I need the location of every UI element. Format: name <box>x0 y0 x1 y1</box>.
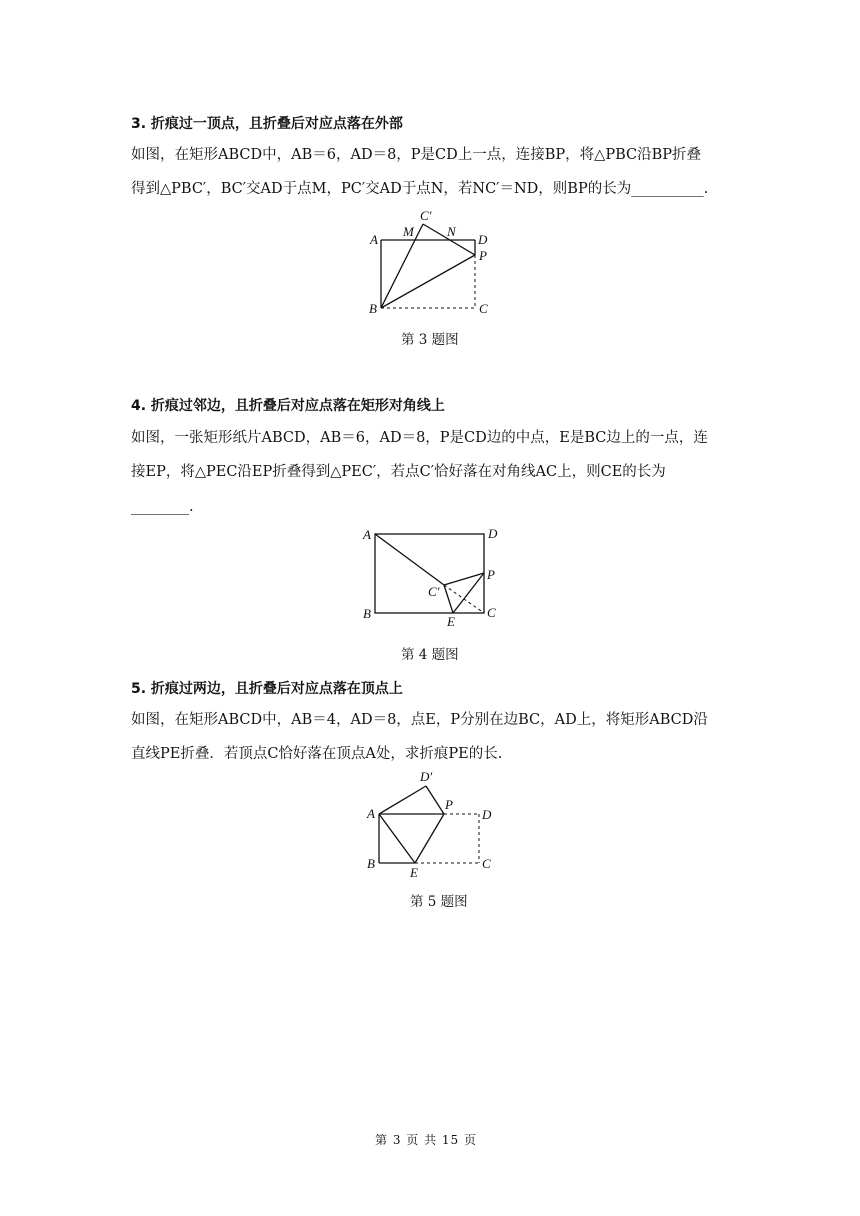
fig3-label-b: B <box>369 301 377 316</box>
problem-3-line-2: 得到△PBC′，BC′交AD于点M，PC′交AD于点N，若NC′＝ND，则BP的长为__________. <box>131 181 709 197</box>
fig5-line-d-prime-p <box>426 786 444 814</box>
problem-4-line-2: 接EP，将△PEC沿EP折叠得到△PEC′，若点C′恰好落在对角线AC上，则CE的长为 <box>131 464 666 480</box>
fig5-label-b: B <box>367 856 375 871</box>
problem-3-caption: 第 3 题图 <box>401 332 459 348</box>
fig5-label-d: D <box>482 807 492 822</box>
fig4-label-e: E <box>447 614 455 629</box>
problem-4-line-1: 如图，一张矩形纸片ABCD，AB＝6，AD＝8，P是CD边的中点，E是BC边上的一点，连 <box>131 430 708 446</box>
figure-3 <box>362 205 502 320</box>
figure-5 <box>360 765 505 885</box>
fig4-diagonal-dashed <box>444 585 484 613</box>
fig3-line-bp <box>381 255 475 308</box>
page-footer: 第 3 页 共 15 页 <box>375 1133 477 1147</box>
fig4-label-p: P <box>487 567 495 582</box>
fig4-line-ec-prime <box>444 585 453 613</box>
fig3-label-m: M <box>403 224 414 239</box>
fig5-line-ep-crease <box>415 814 444 863</box>
problem-4-heading: 4. 折痕过邻边，且折叠后对应点落在矩形对角线上 <box>131 398 445 414</box>
fig5-label-d-prime: D′ <box>420 769 433 784</box>
fig3-label-d: D <box>478 232 488 247</box>
problem-4-caption: 第 4 题图 <box>401 647 459 663</box>
fig4-label-d: D <box>488 526 498 541</box>
problem-5-line-2: 直线PE折叠．若顶点C恰好落在顶点A处，求折痕PE的长. <box>131 746 503 762</box>
fig3-label-p: P <box>479 248 487 263</box>
fig4-line-ep <box>453 573 484 613</box>
fig5-label-e: E <box>410 865 418 880</box>
problem-5-line-1: 如图，在矩形ABCD中，AB＝4，AD＝8，点E，P分别在边BC，AD上，将矩形ABCD沿 <box>131 712 708 728</box>
fig3-label-c-prime: C′ <box>420 208 432 223</box>
problem-3-heading: 3. 折痕过一顶点，且折叠后对应点落在外部 <box>131 116 403 132</box>
fig4-label-c: C <box>487 605 496 620</box>
fig5-line-ad-prime <box>379 786 426 814</box>
fig4-label-a: A <box>363 527 371 542</box>
fig3-label-a: A <box>370 232 378 247</box>
fig3-label-c: C <box>479 301 488 316</box>
fig4-label-b: B <box>363 606 371 621</box>
fig3-label-n: N <box>447 224 456 239</box>
problem-4-line-3: ________. <box>131 499 194 515</box>
fig3-line-bc-prime <box>381 224 423 308</box>
fig5-label-c: C <box>482 856 491 871</box>
problem-5-caption: 第 5 题图 <box>410 894 468 910</box>
fig5-label-a: A <box>367 806 375 821</box>
fig5-line-ae <box>379 814 415 863</box>
fig4-line-pc-prime <box>444 573 484 585</box>
problem-3-line-1: 如图，在矩形ABCD中，AB＝6，AD＝8，P是CD上一点，连接BP，将△PBC沿BP折叠 <box>131 147 702 163</box>
fig5-label-p: P <box>445 797 453 812</box>
problem-5-heading: 5. 折痕过两边，且折叠后对应点落在顶点上 <box>131 681 403 697</box>
fig4-label-c-prime: C′ <box>428 584 440 599</box>
figure-4 <box>360 522 505 634</box>
fig4-diagonal-solid <box>375 534 444 585</box>
